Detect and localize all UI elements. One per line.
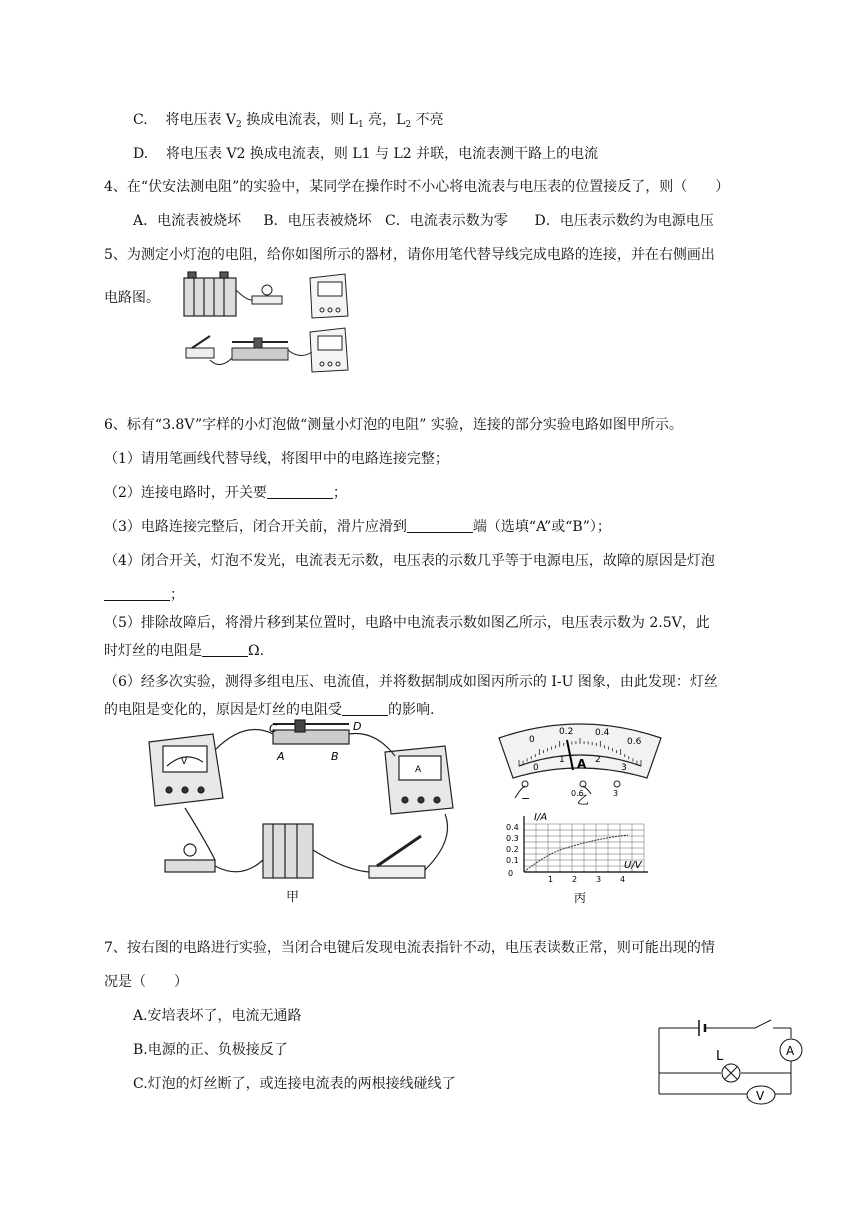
q6-part5-cont: 时灯丝的电阻是 Ω. [104,643,265,659]
q7-line2: 况是（ ） [104,974,188,990]
q3-option-c: C. 将电压表 $V_2$ 换成电流表，则 $L_1$ 亮，$L_2$ 不亮 [133,112,444,130]
rheostat-body [273,730,349,744]
meter-top [310,274,348,318]
q6-part6: （6）经多次实验，测得多组电压、电流值，并将数据制成如图丙所示的 I-U 图象，由此发现：灯丝 [104,674,718,690]
q4-option-a: A．电流表被烧坏 [133,213,242,229]
q6-figure-bing [500,810,660,906]
ammeter-label: A [786,1044,795,1058]
graph-ylabel: I/A [534,812,548,823]
q4-option-d: D．电压表示数约为电源电压 [534,213,714,229]
terminal-3: 3 [613,789,619,798]
q6-part2: （2）连接电路时，开关要 ； [104,485,347,501]
q7-option-c: C.灯泡的灯丝断了，或连接电流表的两根接线碰线了 [133,1076,456,1092]
rheostat-label-d: D [353,720,362,733]
q4-option-c: C．电流表示数为零 [385,213,508,229]
q4-options [133,211,714,231]
answer-blank[interactable] [202,642,248,657]
scale-bottom-3: 3 [621,763,627,773]
q6-part4-cont: ； [104,585,184,605]
battery-pack [263,824,313,878]
q6-stem: 6、标有“3.8V”字样的小灯泡做“测量小灯泡的电阻” 实验，连接的部分实验电路如图甲所示。 [104,417,683,433]
lamp-holder [165,860,215,872]
y-tick-02: 0.2 [506,845,519,854]
q7-line1: 7、按右图的电路进行实验，当闭合电键后发现电流表指针不动，电压表读数正常，则可能出现的情 [104,940,715,956]
q6-part3: （3）电路连接完整后，闭合开关前，滑片应滑到 端（选填“A”或“B”）； [104,519,611,535]
x-tick-1: 1 [548,875,554,884]
y-tick-01: 0.1 [506,856,519,865]
q6-part4: （4）闭合开关，灯泡不发光，电流表无示数，电压表的示数几乎等于电源电压，故障的原因是灯泡 [104,553,715,569]
voltmeter-label: V [756,1089,765,1103]
scale-bottom-1: 1 [559,755,565,765]
terminals [515,781,620,798]
scale-top-04: 0.4 [595,728,610,738]
terminal-06: 0.6 [571,789,584,798]
y-tick-03: 0.3 [506,834,519,843]
answer-blank[interactable] [342,701,388,716]
battery-pack [184,272,236,316]
y-tick-04: 0.4 [506,823,519,832]
answer-blank[interactable] [267,484,333,499]
scale-top-02: 0.2 [559,727,574,737]
rheostat-label-c: C [269,722,277,735]
q4-stem: 4、在“伏安法测电阻”的实验中，某同学在操作时不小心将电流表与电压表的位置接反了，则（ ） [104,179,730,195]
iu-curve [524,835,628,872]
q6-part6-cont: 的电阻是变化的，原因是灯丝的电阻受 的影响. [104,702,435,718]
fig-label-jia: 甲 [286,890,300,905]
fig-label-yi: 乙 [577,793,590,807]
q6-figure-yi [495,722,665,807]
switch [369,866,425,878]
graph-xlabel: U/V [624,860,642,871]
q5-line2: 电路图。 [104,290,160,306]
q5-apparatus-figure [180,270,400,380]
terminal-neg: − [521,792,531,805]
switch [186,336,214,358]
q5-line1: 5、为测定小灯泡的电阻，给你如图所示的器材，请你用笔代替导线完成电路的连接，并在右侧画出 [104,247,715,263]
x-tick-2: 2 [572,875,578,884]
scale-top-06: 0.6 [627,737,642,747]
meter-bottom [310,328,348,372]
rheostat [232,338,288,360]
voltmeter-label: V [181,757,188,767]
q7-circuit-diagram [655,1016,805,1106]
x-tick-3: 3 [596,875,602,884]
lamp-label: L [716,1049,724,1064]
y-tick-0: 0 [508,869,514,878]
lamp-holder [252,285,282,304]
q6-part5: （5）排除故障后，将滑片移到某位置时，电路中电流表示数如图乙所示，电压表示数为 2.5V，此 [104,615,710,631]
q6-part1: （1）请用笔画线代替导线，将图甲中的电路连接完整； [104,451,449,467]
scale-bottom-2: 2 [595,755,601,765]
q7-option-b: B.电源的正、负极接反了 [133,1042,288,1058]
x-tick-4: 4 [620,875,626,884]
rheostat-label-b: B [331,750,339,763]
q6-figure-jia [145,720,475,905]
answer-blank[interactable] [104,586,170,601]
rheostat-label-a: A [277,750,285,763]
fig-label-bing: 丙 [574,891,587,905]
q7-option-a: A.安培表坏了，电流无通路 [133,1008,302,1024]
q4-option-b: B．电压表被烧坏 [263,213,372,229]
scale-bottom-0: 0 [533,763,539,773]
answer-blank[interactable] [407,518,473,533]
scale-top-0: 0 [529,735,535,745]
ammeter-unit: A [577,757,587,771]
q3-option-d: D. 将电压表 V2 换成电流表，则 L1 与 L2 并联，电流表测干路上的电流 [133,146,599,162]
ammeter-label: A [415,765,422,775]
